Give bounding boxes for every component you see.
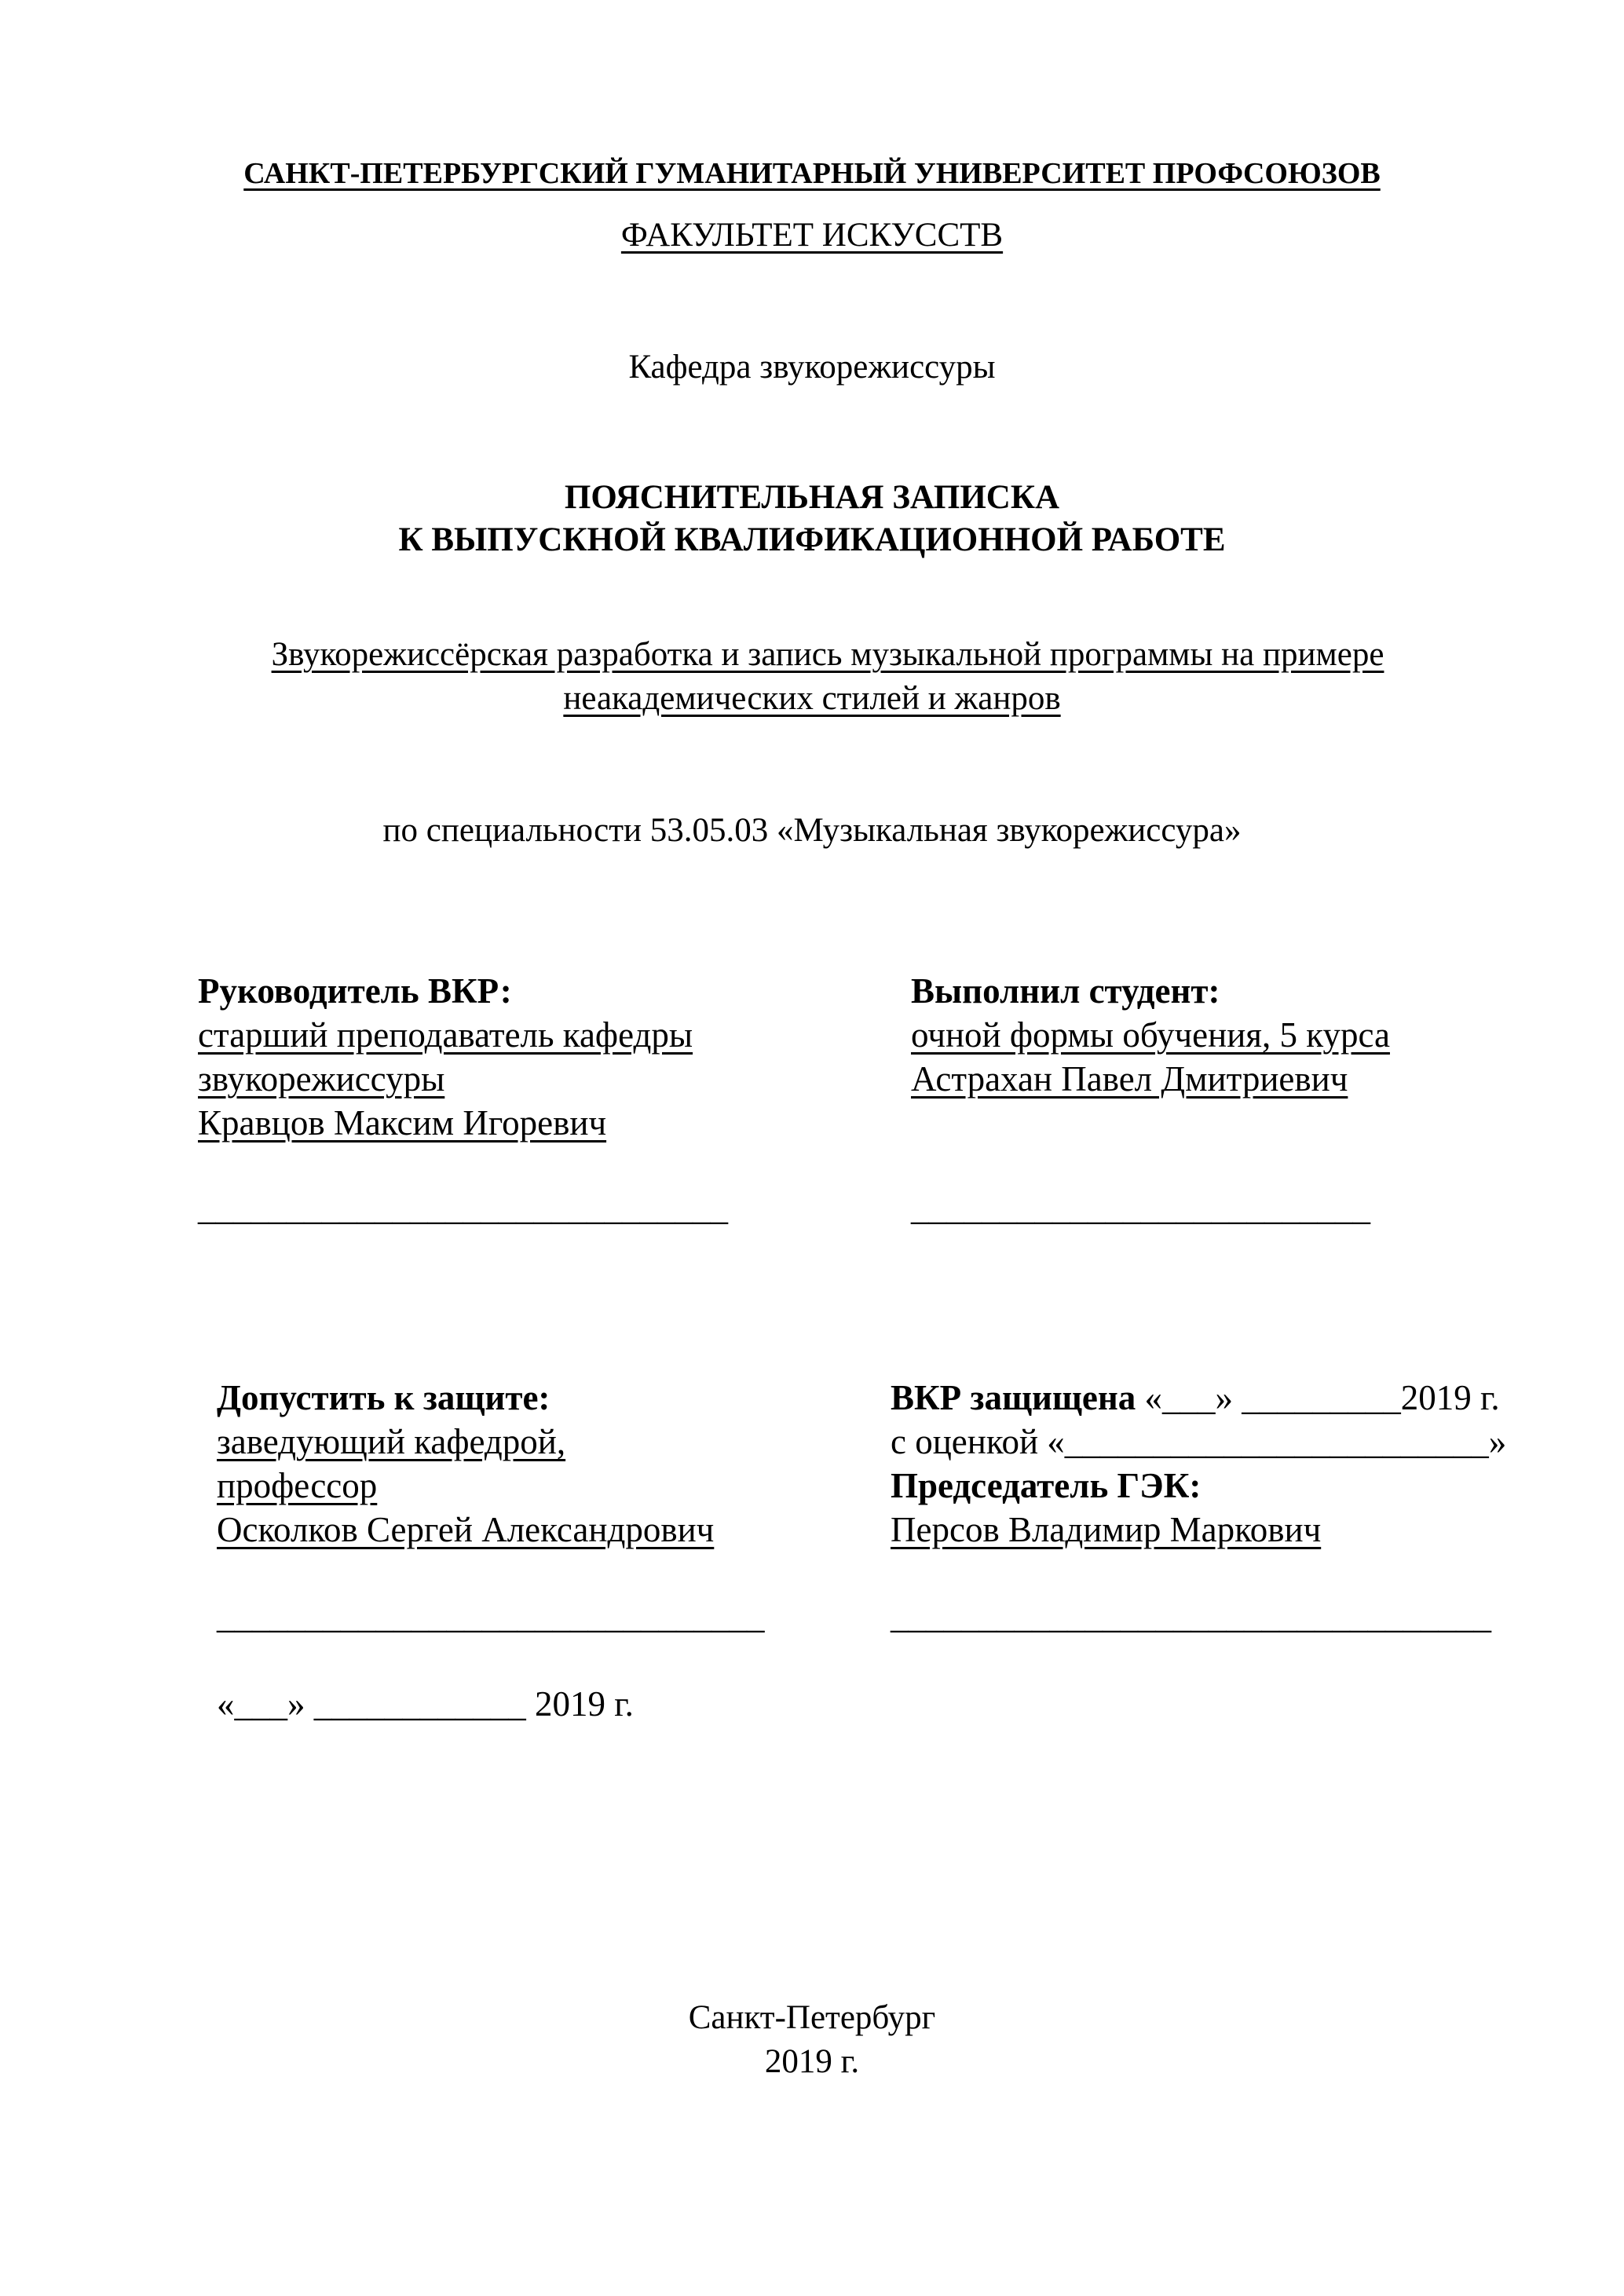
student-name: Астрахан Павел Дмитриевич [911,1059,1348,1099]
topic-line2-text: неакадемических стилей и жанров [563,680,1061,717]
defense-block [891,1376,1506,1552]
chair-signature-text: __________________________________ [891,1596,1491,1636]
footer-year: 2019 г. [764,2043,860,2080]
footer-city: Санкт-Петербург [688,1999,936,2036]
defense-heading [891,1376,1506,1420]
document-title-line1: ПОЯСНИТЕЛЬНАЯ ЗАПИСКА [564,479,1060,516]
topic-line1-text: Звукорежиссёрская разработка и запись музыкальной программы на примере [271,636,1384,673]
admission-date-line[interactable] [217,1682,634,1726]
supervisor-signature-text: ______________________________ [198,1188,728,1227]
defense-heading-bold: ВКР защищена [891,1378,1136,1417]
department-name: Кафедра звукорежиссуры [628,349,996,386]
document-title-line2: К ВЫПУСКНОЙ КВАЛИФИКАЦИОННОЙ РАБОТЕ [398,521,1226,558]
defense-grade-line[interactable]: с оценкой «________________________» [891,1422,1507,1461]
student-signature-text: __________________________ [911,1188,1370,1227]
chair-signature-line[interactable] [891,1594,1491,1638]
supervisor-heading: Руководитель ВКР: [198,971,512,1011]
faculty-name-text: ФАКУЛЬТЕТ ИСКУССТВ [620,217,1004,254]
admission-position-line1: заведующий кафедрой, [217,1422,566,1461]
admission-block [217,1376,714,1552]
admission-name: Осколков Сергей Александрович [217,1510,715,1549]
specialty: по специальности 53.05.03 «Музыкальная звукорежиссура» [382,812,1242,849]
topic-line1 [0,633,1624,677]
chair-heading: Председатель ГЭК: [891,1466,1202,1505]
topic-line2 [0,677,1624,721]
university-name-text: САНКТ-ПЕТЕРБУРГСКИЙ ГУМАНИТАРНЫЙ УНИВЕРСИТЕТ ПРОФСОЮЗОВ [243,157,1381,190]
student-block [911,969,1390,1101]
supervisor-signature-line[interactable] [198,1186,728,1230]
admission-signature-text: _______________________________ [217,1596,765,1636]
supervisor-position-line1: старший преподаватель кафедры [198,1015,693,1055]
supervisor-name: Кравцов Максим Игоревич [198,1103,607,1143]
student-signature-line[interactable] [911,1186,1370,1230]
supervisor-position-line2: звукорежиссуры [198,1059,445,1099]
admission-date-text: «___» ____________ 2019 г. [217,1684,634,1724]
admission-heading: Допустить к защите: [217,1378,550,1417]
defense-date-blank[interactable]: «___» _________2019 г. [1136,1378,1500,1417]
admission-signature-line[interactable] [217,1594,765,1638]
student-details: очной формы обучения, 5 курса [911,1015,1390,1055]
admission-position-line2: профессор [217,1466,378,1505]
faculty-name [0,214,1624,258]
university-name [0,154,1624,193]
chair-name: Персов Владимир Маркович [891,1510,1322,1549]
student-heading: Выполнил студент: [911,971,1220,1011]
supervisor-block [198,969,693,1145]
